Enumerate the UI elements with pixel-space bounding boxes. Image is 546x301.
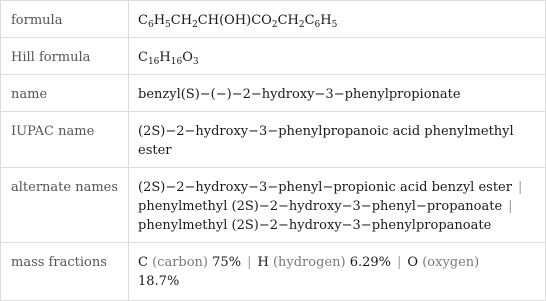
name-label: name [1, 75, 129, 112]
alternate-names-label: alternate names [1, 168, 129, 243]
iupac-name-value: (2S)−2−hydroxy−3−phenylpropanoic acid phenylmethyl ester [129, 112, 546, 168]
mass-fraction-oxygen: O (oxygen) 18.7% [138, 255, 480, 289]
hill-formula-value: $C_{16}H_{16}O_3$ [129, 38, 546, 75]
row-hill-formula [1, 38, 546, 75]
mass-fraction-carbon: C (carbon) 75% [138, 255, 242, 270]
row-name [1, 75, 546, 112]
separator: | [508, 199, 513, 214]
name-value: benzyl(S)−(−)−2−hydroxy−3−phenylpropionate [129, 75, 546, 112]
iupac-name-label: IUPAC name [1, 112, 129, 168]
formula-value: $C_6H_5CH_2CH(OH)CO_2CH_2C_6H_5$ [129, 1, 546, 38]
alternate-name: phenylmethyl (2S)−2−hydroxy−3−phenylpropanoate [138, 218, 492, 233]
row-alternate-names [1, 168, 546, 243]
mass-fractions-label: mass fractions [1, 243, 129, 301]
separator: | [517, 180, 523, 195]
separator: | [397, 255, 402, 270]
hill-formula-label: Hill formula [1, 38, 129, 75]
alternate-name: phenylmethyl (2S)−2−hydroxy−3−phenyl−propanoate [138, 199, 503, 214]
mass-fractions-value [129, 243, 546, 301]
formula-label: formula [1, 1, 129, 38]
row-formula [1, 1, 546, 38]
row-iupac-name [1, 112, 546, 168]
alternate-name: (2S)−2−hydroxy−3−phenyl−propionic acid benzyl ester [138, 180, 512, 195]
row-mass-fractions [1, 243, 546, 301]
alternate-names-value [129, 168, 546, 243]
mass-fraction-hydrogen: H (hydrogen) 6.29% [257, 255, 392, 270]
separator: | [247, 255, 252, 270]
